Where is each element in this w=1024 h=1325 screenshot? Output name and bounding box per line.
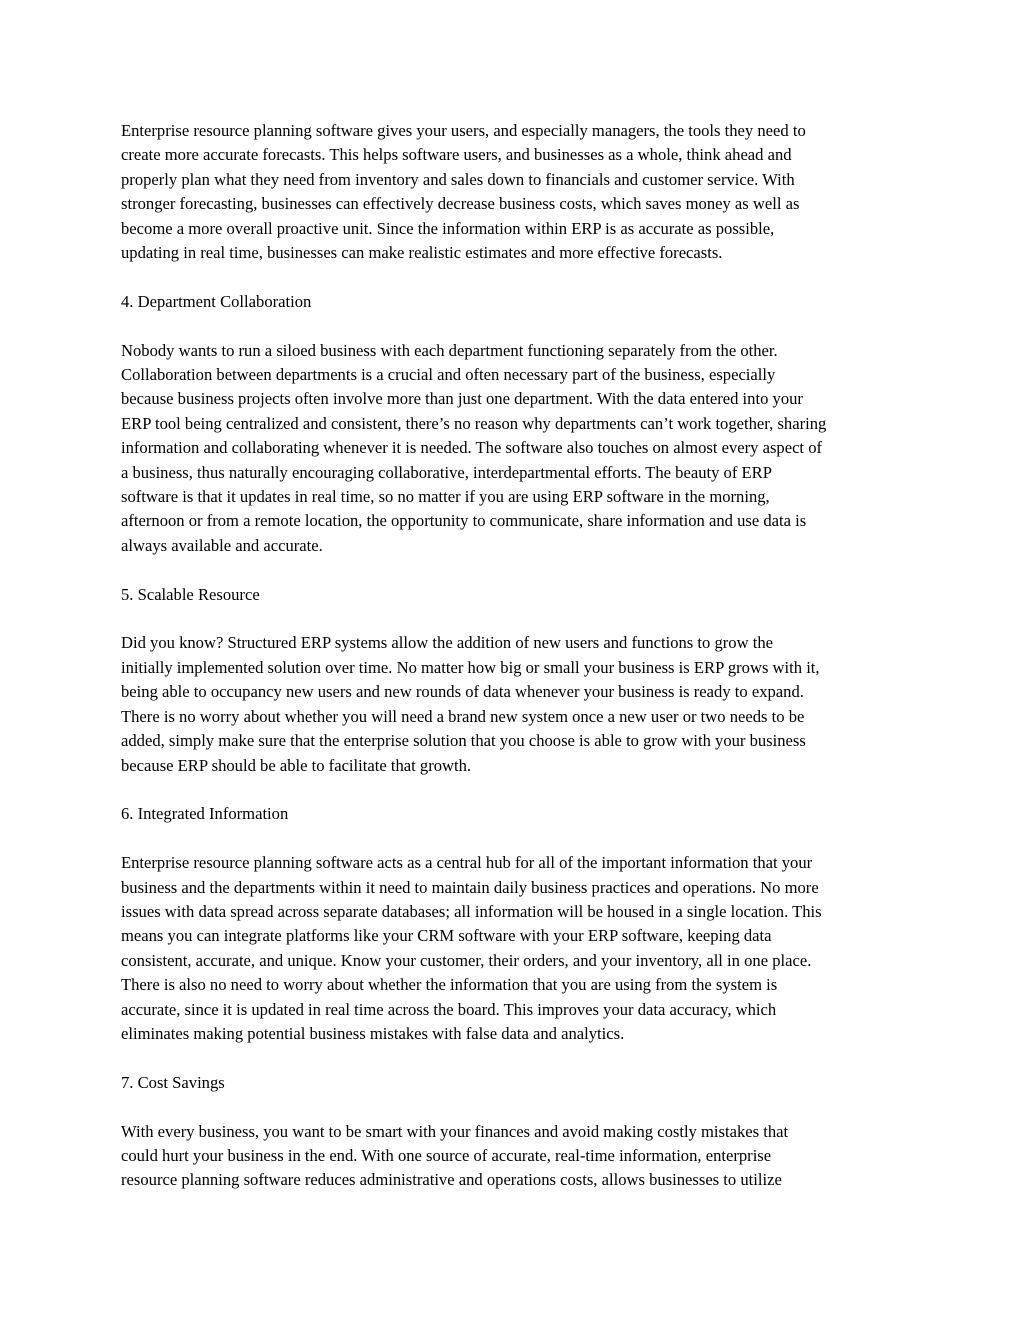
text-line: initially implemented solution over time. No matter how big or small your business is ERP grows with it, bbox=[121, 657, 820, 677]
text-line: means you can integrate platforms like your CRM software with your ERP software, keeping data bbox=[121, 926, 772, 946]
text-line: stronger forecasting, businesses can effectively decrease business costs, which saves money as well as bbox=[121, 194, 800, 214]
section-heading: 5. Scalable Resource bbox=[121, 584, 260, 604]
text-line: Enterprise resource planning software acts as a central hub for all of the important information that your bbox=[121, 853, 813, 873]
text-line: Did you know? Structured ERP systems allow the addition of new users and functions to grow the bbox=[121, 633, 773, 653]
paragraph-integrated-information bbox=[121, 851, 911, 1046]
text-line: eliminates making potential business mistakes with false data and analytics. bbox=[121, 1023, 625, 1043]
text-line: afternoon or from a remote location, the opportunity to communicate, share information and use data is bbox=[121, 511, 807, 531]
text-line: issues with data spread across separate databases; all information will be housed in a single location. This bbox=[121, 901, 822, 921]
paragraph-spacer bbox=[121, 314, 911, 338]
paragraph-spacer bbox=[121, 1095, 911, 1119]
section-heading: 6. Integrated Information bbox=[121, 804, 289, 824]
section-heading: 4. Department Collaboration bbox=[121, 291, 312, 311]
paragraph-spacer bbox=[121, 607, 911, 631]
document-page bbox=[121, 119, 911, 1193]
section-heading: 7. Cost Savings bbox=[121, 1072, 225, 1092]
text-line: information and collaborating whenever it is needed. The software also touches on almost every aspect of bbox=[121, 438, 823, 458]
text-line: because ERP should be able to facilitate that growth. bbox=[121, 755, 472, 775]
heading-integrated-information bbox=[121, 802, 911, 826]
heading-scalable-resource bbox=[121, 583, 911, 607]
text-line: being able to occupancy new users and new rounds of data whenever your business is ready to expand. bbox=[121, 682, 804, 702]
text-line: resource planning software reduces administrative and operations costs, allows businesses to utilize bbox=[121, 1170, 782, 1190]
paragraph-department-collaboration bbox=[121, 339, 911, 559]
paragraph-spacer bbox=[121, 265, 911, 289]
text-line: become a more overall proactive unit. Since the information within ERP is as accurate as possible, bbox=[121, 218, 775, 238]
text-line: There is no worry about whether you will need a brand new system once a new user or two needs to be bbox=[121, 706, 805, 726]
text-line: Collaboration between departments is a crucial and often necessary part of the business, especially bbox=[121, 365, 776, 385]
text-line: added, simply make sure that the enterprise solution that you choose is able to grow with your business bbox=[121, 731, 806, 751]
paragraph-spacer bbox=[121, 778, 911, 802]
text-line: create more accurate forecasts. This helps software users, and businesses as a whole, think ahead and bbox=[121, 145, 792, 165]
text-line: Nobody wants to run a siloed business with each department functioning separately from the other. bbox=[121, 340, 778, 360]
paragraph-scalable-resource bbox=[121, 631, 911, 777]
text-line: Enterprise resource planning software gives your users, and especially managers, the tools they need to bbox=[121, 121, 806, 140]
text-line: software is that it updates in real time, so no matter if you are using ERP software in the morning, bbox=[121, 487, 770, 507]
text-line: could hurt your business in the end. With one source of accurate, real-time information, enterprise bbox=[121, 1145, 772, 1165]
text-line: accurate, since it is updated in real time across the board. This improves your data accuracy, which bbox=[121, 999, 777, 1019]
text-line: ERP tool being centralized and consistent, there’s no reason why departments can’t work together, sharing bbox=[121, 413, 827, 433]
text-line: There is also no need to worry about whether the information that you are using from the system is bbox=[121, 975, 778, 995]
text-line: properly plan what they need from inventory and sales down to financials and customer service. With bbox=[121, 169, 795, 189]
text-line: because business projects often involve more than just one department. With the data entered into your bbox=[121, 389, 803, 409]
text-line: With every business, you want to be smart with your finances and avoid making costly mistakes that bbox=[121, 1121, 789, 1141]
heading-cost-savings bbox=[121, 1071, 911, 1095]
paragraph-spacer bbox=[121, 1046, 911, 1070]
text-line: business and the departments within it need to maintain daily business practices and operations. No more bbox=[121, 877, 819, 897]
text-line: consistent, accurate, and unique. Know your customer, their orders, and your inventory, all in one place. bbox=[121, 950, 812, 970]
paragraph-spacer bbox=[121, 558, 911, 582]
paragraph-cost-savings bbox=[121, 1120, 911, 1193]
text-line: updating in real time, businesses can make realistic estimates and more effective forecasts. bbox=[121, 243, 723, 263]
paragraph-spacer bbox=[121, 827, 911, 851]
heading-department-collaboration bbox=[121, 290, 911, 314]
text-line: a business, thus naturally encouraging collaborative, interdepartmental efforts. The beauty of ERP bbox=[121, 462, 772, 482]
paragraph-forecasting bbox=[121, 119, 911, 265]
text-line: always available and accurate. bbox=[121, 535, 323, 555]
